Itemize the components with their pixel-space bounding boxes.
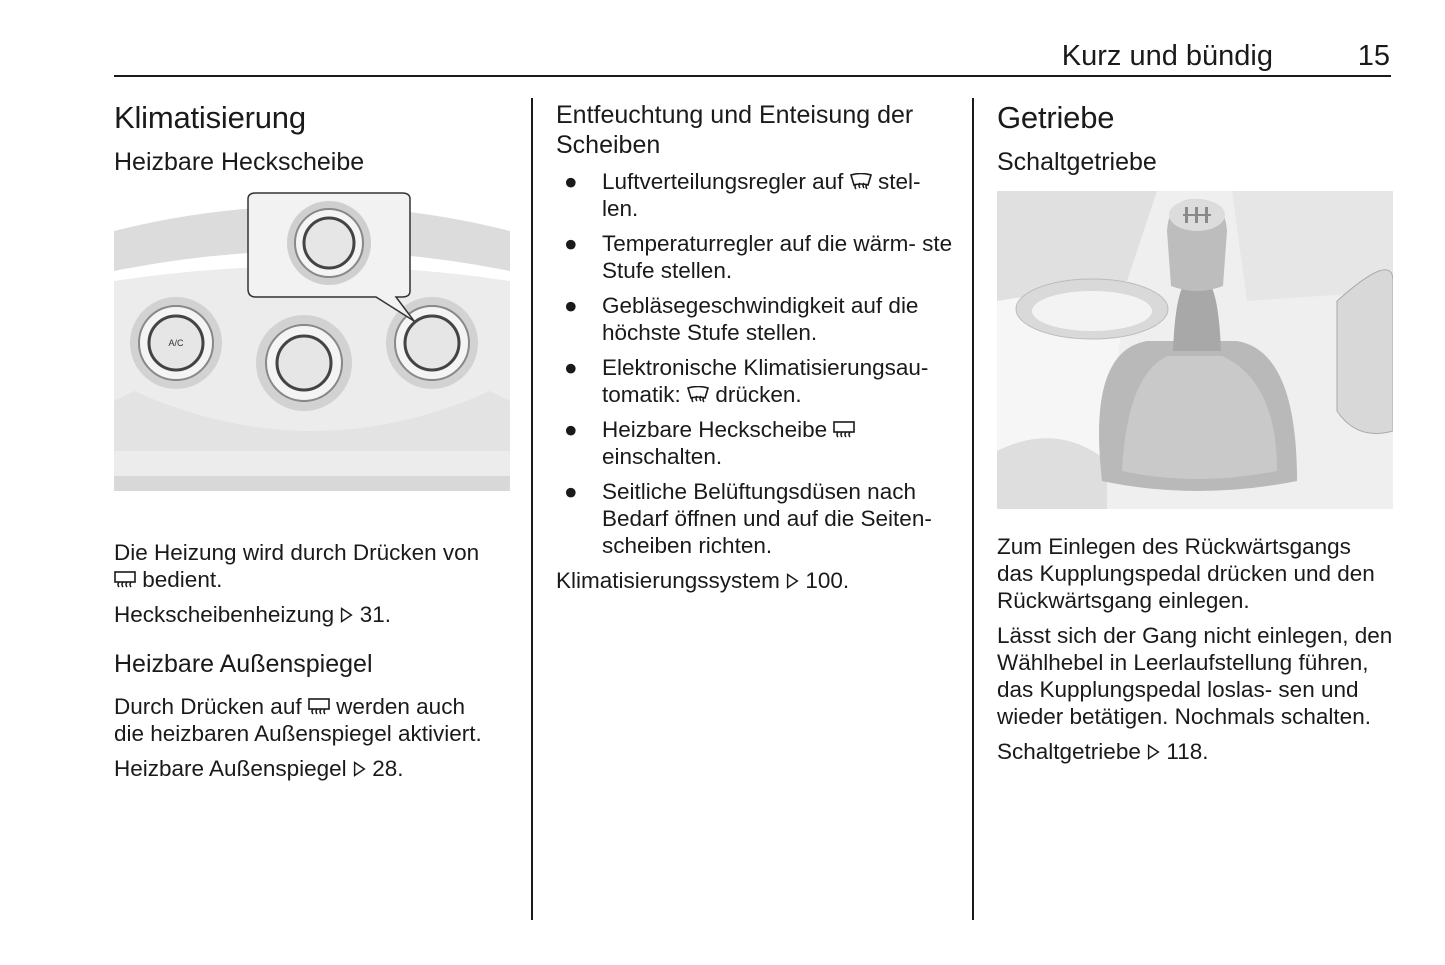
column-divider-2 — [972, 98, 974, 920]
reference-page: 31. — [359, 602, 391, 627]
paragraph-mirrors — [114, 693, 514, 747]
reference-arrow-icon — [1147, 743, 1160, 761]
text: Temperaturregler auf die wärm- ste Stufe stellen. — [602, 231, 953, 283]
reference-heckscheibenheizung — [114, 601, 514, 628]
subheading-entfeuchtung: Entfeuchtung und Enteisung der Scheiben — [556, 101, 914, 159]
text: drücken. — [715, 382, 802, 407]
instruction-list — [556, 168, 956, 559]
reference-page: 118. — [1166, 739, 1209, 764]
text: stel- — [877, 169, 921, 194]
text: Heizbare Heckscheibe — [602, 417, 828, 442]
text-p1b: bedient. — [142, 567, 223, 592]
text: Seitliche Belüftungsdüsen nach Bedarf öffnen und auf die Seiten- scheiben richten. — [602, 479, 932, 558]
column-divider-1 — [531, 98, 533, 920]
reference-page: 100. — [805, 568, 850, 593]
list-item: ● Luftverteilungsregler auf stel- len. — [564, 169, 921, 221]
text: einschalten. — [602, 444, 723, 469]
list-item: ● Temperaturregler auf die wärm- ste Stufe stellen. — [564, 231, 953, 283]
running-header-title: Kurz und bündig — [1061, 40, 1273, 72]
text: Gebläsegeschwindigkeit auf die höchste Stufe stellen. — [602, 293, 919, 345]
page-number: 15 — [1357, 40, 1390, 72]
column-middle — [556, 96, 956, 602]
reference-text: Klimatisierungssystem — [556, 568, 780, 593]
ac-label: A/C — [168, 338, 184, 348]
reference-text: Heizbare Außenspiegel — [114, 756, 347, 781]
paragraph-reverse-gear: Zum Einlegen des Rückwärtsgangs das Kupplungspedal drücken und den Rückwärtsgang einlegen. — [997, 534, 1375, 613]
reference-text: Heckscheibenheizung — [114, 602, 335, 627]
paragraph-gear-not-engaged: Lässt sich der Gang nicht einlegen, den Wählhebel in Leerlaufstellung führen, das Kupplungspedal loslas- sen und wieder betätigen. Nochmals schalten. — [997, 623, 1393, 729]
reference-klimatisierungssystem — [556, 567, 956, 594]
rear-defrost-icon — [308, 698, 330, 716]
reference-text: Schaltgetriebe — [997, 739, 1141, 764]
windscreen-defrost-icon — [850, 173, 872, 191]
text-p2a: Durch Drücken auf — [114, 694, 302, 719]
reference-aussenspiegel — [114, 755, 514, 782]
list-item: ● Gebläsegeschwindigkeit auf die höchste Stufe stellen. — [564, 293, 919, 345]
subheading-heizbare-heckscheibe: Heizbare Heckscheibe — [114, 148, 365, 176]
text-p1a: Die Heizung wird durch Drücken von — [114, 540, 480, 565]
subheading-heizbare-aussenspiegel: Heizbare Außenspiegel — [114, 650, 373, 678]
text: Luftverteilungsregler auf — [602, 169, 844, 194]
list-item: ● Elektronische Klimatisierungsau- tomatik: drücken. — [564, 355, 929, 407]
reference-schaltgetriebe — [997, 738, 1393, 765]
reference-page: 28. — [372, 756, 404, 781]
list-item: ● Seitliche Belüftungsdüsen nach Bedarf öffnen und auf die Seiten- scheiben richten. — [564, 479, 932, 558]
text: tomatik: — [602, 382, 681, 407]
column-left — [114, 96, 514, 790]
gear-lever-illustration — [997, 191, 1393, 509]
climate-control-illustration — [114, 191, 510, 509]
header-rule — [114, 75, 1391, 77]
reference-arrow-icon — [353, 760, 366, 778]
subheading-schaltgetriebe: Schaltgetriebe — [997, 148, 1157, 176]
list-item: ● Heizbare Heckscheibe einschalten. — [556, 416, 956, 470]
text-p2b: werden auch — [336, 694, 465, 719]
section-heading-getriebe: Getriebe — [997, 100, 1115, 135]
paragraph-heating — [114, 539, 514, 593]
rear-defrost-icon — [114, 571, 136, 589]
reference-arrow-icon — [340, 606, 353, 624]
section-heading-klimatisierung: Klimatisierung — [114, 100, 306, 135]
text: len. — [602, 196, 639, 221]
rear-defrost-icon — [833, 421, 855, 439]
windscreen-defrost-icon — [687, 386, 709, 404]
text-p2c: die heizbaren Außenspiegel aktiviert. — [114, 721, 482, 746]
reference-arrow-icon — [786, 572, 799, 590]
text: Elektronische Klimatisierungsau- — [602, 355, 929, 380]
column-right — [997, 96, 1393, 773]
